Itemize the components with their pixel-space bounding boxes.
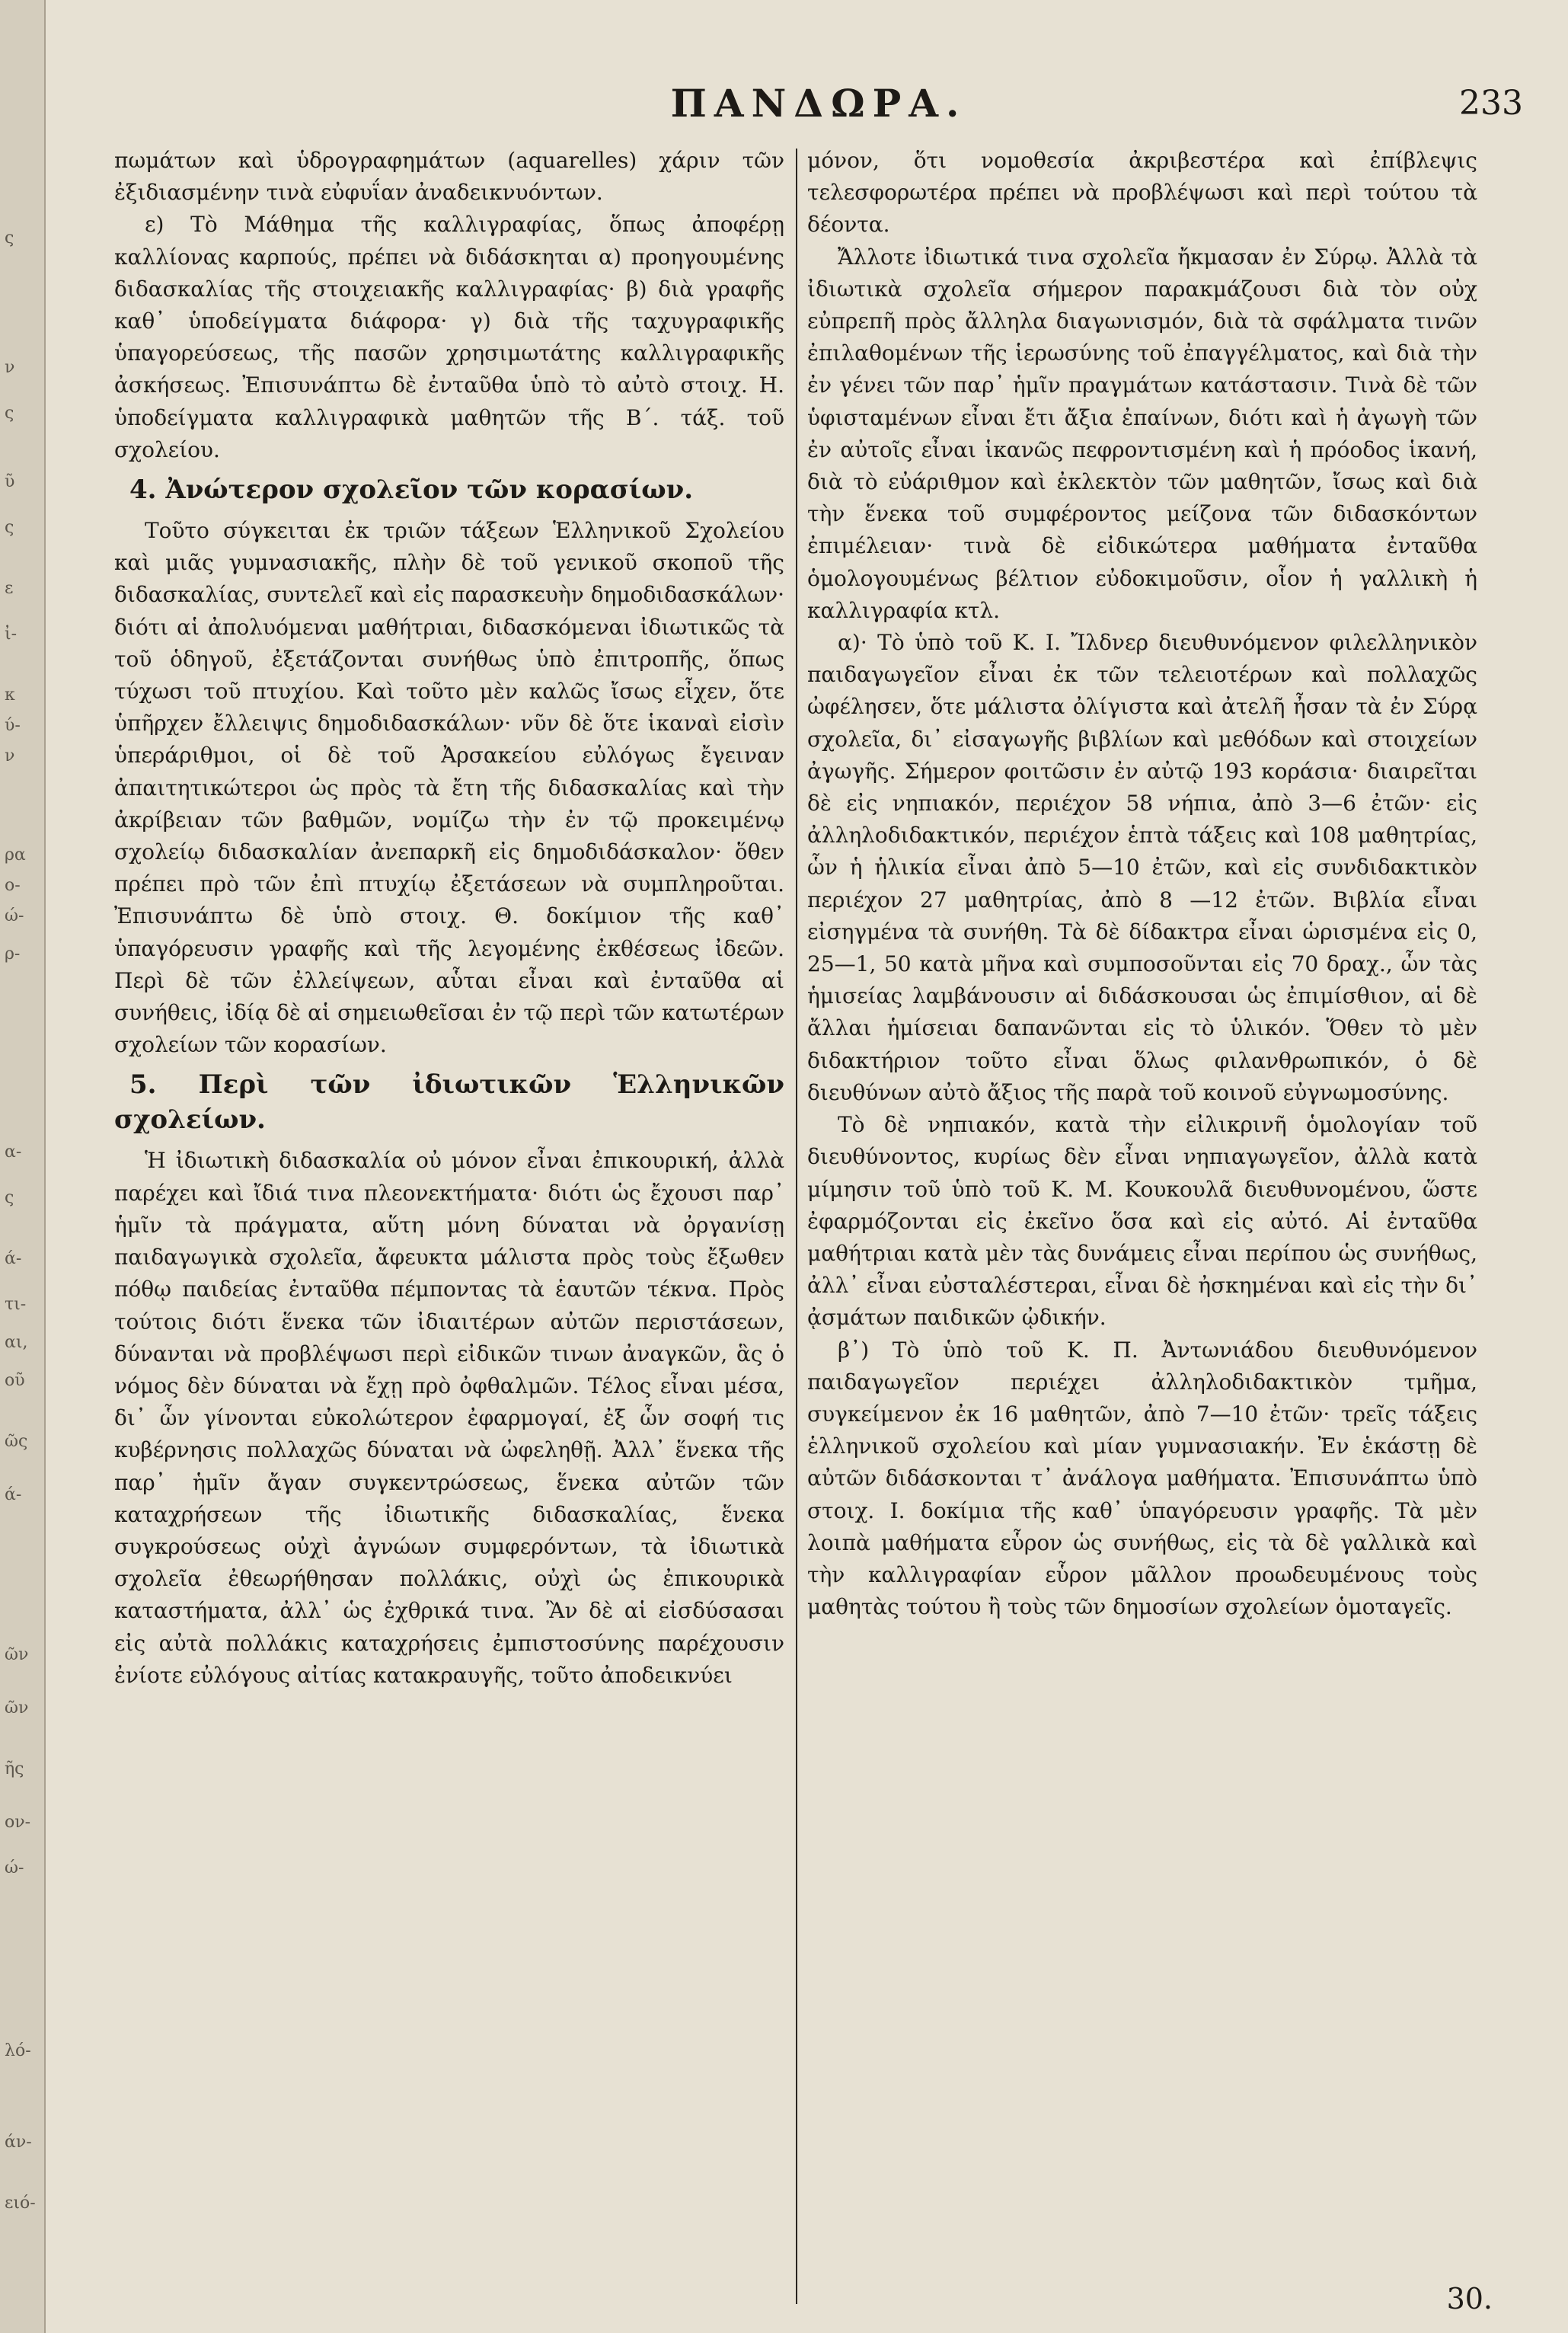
margin-fragment: ε bbox=[5, 579, 14, 598]
margin-fragment: ρα bbox=[5, 845, 26, 864]
margin-fragment: ρ- bbox=[5, 944, 21, 964]
margin-fragment: κ bbox=[5, 686, 15, 705]
margin-fragment: τι- bbox=[5, 1295, 27, 1314]
margin-fragment: ν bbox=[5, 746, 15, 765]
margin-fragment: ύ- bbox=[5, 716, 21, 735]
column-divider bbox=[796, 149, 797, 2304]
margin-fragment: ῦ bbox=[5, 472, 15, 491]
paragraph: μόνον, ὅτι νομοθεσία ἀκριβεστέρα καὶ ἐπίβλεψις τελεσφορωτέρα πρέπει νὰ προβλέψωσι καὶ περὶ τούτου τὰ δέοντα. bbox=[807, 148, 1477, 238]
margin-fragment: ώ- bbox=[5, 906, 24, 925]
margin-fragment: ά- bbox=[5, 1485, 22, 1504]
margin-fragment: ῶς bbox=[5, 1432, 28, 1451]
margin-fragment: ον- bbox=[5, 1813, 31, 1832]
paragraph: α)· Τὸ ὑπὸ τοῦ Κ. Ι. Ἴλδνερ διευθυνόμενον φιλελληνικὸν παιδαγωγεῖον εἶναι ἐκ τῶν τελειοτέρων καὶ πολλαχῶς ὠφέλησεν, ὅτε μάλιστα ὀλίγιστα καὶ ἀτελῆ ἦσαν τὰ ἐν Σύρᾳ σχολεῖα, δι᾽ εἰσαγωγῆς βιβλίων καὶ μεθόδων καὶ στοιχείων ἀγωγῆς. Σήμερον φοιτῶσιν ἐν αὐτῷ 193 κοράσια· διαιρεῖται δὲ εἰς νηπιακόν, περιέχον 58 νήπια, ἀπὸ 3—6 ἐτῶν· εἰς ἀλληλοδιδακτικόν, περιέχον ἑπτὰ τάξεις καὶ 108 μαθητρίας, ὧν ἡ ἡλικία εἶναι ἀπὸ 5—10 ἐτῶν, καὶ εἰς συνδιδακτικὸν περιέχον 27 μαθητρίας, ἀπὸ 8 —12 ἐτῶν. Βιβλία εἶναι εἰσηγμένα τὰ συνήθη. Τὰ δὲ δίδακτρα εἶναι ὡρισμένα εἰς 0, 25—1, 50 κατὰ μῆνα καὶ συμποσοῦνται εἰς 70 δραχ., ὧν τὰς ἡμισείας λαμβάνουσιν αἱ διδάσκουσαι ὡς ἐπιμίσθιον, αἱ δὲ ἄλλαι ἡμίσειαι δαπανῶνται εἰς τὸ ὑλικόν. Ὅθεν τὸ μὲν διδακτήριον τοῦτο εἶναι ὅλως φιλανθρωπικόν, ὁ δὲ διευθύνων αὐτὸ ἄξιος τῆς παρὰ τοῦ κοινοῦ εὐγνωμοσύνης. bbox=[807, 630, 1477, 1105]
margin-fragment: ώ- bbox=[5, 1858, 24, 1878]
paragraph: Ἄλλοτε ἰδιωτικά τινα σχολεῖα ἤκμασαν ἐν Σύρῳ. Ἀλλὰ τὰ ἰδιωτικὰ σχολεῖα σήμερον παρακμάζουσι διὰ τὸν οὐχ εὐπρεπῆ πρὸς ἄλληλα διαγωνισμόν, διὰ τὰ σφάλματα τινῶν ἐπιλαθομένων τῆς ἱερωσύνης τοῦ ἐπαγγέλματος, καὶ διὰ τὴν ἐν γένει τῶν παρ᾽ ἡμῖν πραγμάτων κατάστασιν. Τινὰ δὲ τῶν ὑφισταμένων εἶναι ἔτι ἄξια ἐπαίνων, διότι καὶ ἡ ἀγωγὴ τῶν ἐν αὐτοῖς εἶναι ἱκανῶς πεφροντισμένη καὶ ἡ πρόοδος ἱκανή, διὰ τὸ εὐάριθμον καὶ ἐκλεκτὸν τῶν μαθητῶν, ἴσως καὶ διὰ τὴν ἕνεκα τοῦ συμφέροντος μείζονα τῶν διδασκόντων ἐπιμέλειαν· τινὰ δὲ εἰδικώτερα μαθήματα ἐνταῦθα ὁμολογουμένως βέλτιον εὐδοκιμοῦσιν, οἷον ἡ γαλλικὴ ἡ καλλιγραφία κτλ. bbox=[807, 244, 1477, 623]
margin-fragment: α- bbox=[5, 1143, 22, 1162]
margin-fragment: ς bbox=[5, 404, 14, 423]
page-number: 233 bbox=[1459, 84, 1523, 123]
paragraph: πωμάτων καὶ ὑδρογραφημάτων (aquarelles) χάριν τῶν ἐξιδιασμένην τινὰ εὐφυΐαν ἀναδεικνυόντων. bbox=[114, 148, 784, 206]
margin-fragment: ἰ- bbox=[5, 625, 18, 644]
margin-fragment: ῆς bbox=[5, 1759, 24, 1779]
margin-fragment: ο- bbox=[5, 876, 21, 895]
paragraph: β᾽) Τὸ ὑπὸ τοῦ Κ. Π. Ἀντωνιάδου διευθυνόμενον παιδαγωγεῖον περιέχει ἀλληλοδιδακτικὸν τμῆμα, συγκείμενον ἐκ 16 μαθητῶν, ἀπὸ 7—10 ἐτῶν· τρεῖς τάξεις ἑλληνικοῦ σχολείου καὶ μίαν γυμνασιακήν. Ἐν ἑκάστῃ δὲ αὐτῶν διδάσκονται τ᾽ ἀνάλογα μαθήματα. Ἐπισυνάπτω ὑπὸ στοιχ. Ι. δοκίμια τῆς καθ᾽ ὑπαγόρευσιν γραφῆς. Τὰ μὲν λοιπὰ μαθήματα εὗρον ὡς συνήθως, εἰς τὰ δὲ γαλλικὰ καὶ τὴν καλλιγραφίαν εὗρον μᾶλλον προωδευμένους τοὺς μαθητὰς τούτου ἢ τοὺς τῶν δημοσίων σχολείων ὁμοταγεῖς. bbox=[807, 1337, 1477, 1620]
margin-fragment: ς bbox=[5, 1188, 14, 1207]
margin-fragment: ῶν bbox=[5, 1699, 29, 1718]
right-column bbox=[807, 145, 1477, 1623]
running-head bbox=[114, 76, 1523, 145]
margin-fragment: ς bbox=[5, 518, 14, 537]
margin-fragment: ειό- bbox=[5, 2194, 36, 2213]
section-heading: 5. Περὶ τῶν ἰδιωτικῶν Ἑλληνικῶν σχολείων. bbox=[114, 1069, 784, 1136]
paragraph: ε) Τὸ Μάθημα τῆς καλλιγραφίας, ὅπως ἀποφέρῃ καλλίονας καρπούς, πρέπει νὰ διδάσκηται α) προηγουμένης διδασκαλίας τῆς στοιχειακῆς καλλιγραφίας· β) διὰ γραφῆς καθ᾽ ὑποδείγματα διάφορα· γ) διὰ τῆς ταχυγραφικῆς ὑπαγορεύσεως, τῆς πασῶν χρησιμωτάτης καλλιγραφικῆς ἀσκήσεως. Ἐπισυνάπτω δὲ ἐνταῦθα ὑπὸ τὸ αὐτὸ στοιχ. Η. ὑποδείγματα καλλιγραφικὰ μαθητῶν τῆς Β΄. τάξ. τοῦ σχολείου. bbox=[114, 212, 784, 462]
signature-mark: 30. bbox=[1446, 2282, 1493, 2315]
paragraph: Ἡ ἰδιωτικὴ διδασκαλία οὐ μόνον εἶναι ἐπικουρική, ἀλλὰ παρέχει καὶ ἴδιά τινα πλεονεκτήματα· διότι ὡς ἔχουσι παρ᾽ ἡμῖν τὰ πράγματα, αὕτη μόνη δύναται νὰ ὀργανίσῃ παιδαγωγικὰ σχολεῖα, ἄφευκτα μάλιστα πρὸς τοὺς ἔξωθεν πόθῳ παιδείας ἐνταῦθα πέμποντας τὰ ἑαυτῶν τέκνα. Πρὸς τούτοις διότι ἕνεκα τῶν ἰδιαιτέρων αὐτῶν περιστάσεων, δύνανται νὰ προβλέψωσι περὶ εἰδικῶν τινων ἀναγκῶν, ἃς ὁ νόμος δὲν δύναται νὰ ἔχῃ πρὸ ὀφθαλμῶν. Τέλος εἶναι μέσα, δι᾽ ὧν γίνονται εὐκολώτερον ἐφαρμογαί, ἐξ ὧν σοφή τις κυβέρνησις πολλαχῶς δύναται νὰ ὠφεληθῇ. Ἀλλ᾽ ἕνεκα τῆς παρ᾽ ἡμῖν ἄγαν συγκεντρώσεως, ἕνεκα αὐτῶν τῶν καταχρήσεων τῆς ἰδιωτικῆς διδασκαλίας, ἕνεκα συγκρούσεως οὐχὶ ἀγνώων συμφερόντων, τὰ ἰδιωτικὰ σχολεῖα ἐθεωρήθησαν πολλάκις, οὐχὶ ὡς ἐπικουρικὰ καταστήματα, ἀλλ᾽ ὡς ἐχθρικά τινα. Ἂν δὲ αἱ εἰσδύσασαι εἰς αὐτὰ πολλάκις καταχρήσεις ἐμπιστοσύνης παρέχουσιν ἐνίοτε εὐλόγους αἰτίας κατακραυγῆς, τοῦτο ἀποδεικνύει bbox=[114, 1148, 784, 1688]
paragraph: Τοῦτο σύγκειται ἐκ τριῶν τάξεων Ἑλληνικοῦ Σχολείου καὶ μιᾶς γυμνασιακῆς, πλὴν δὲ τοῦ γενικοῦ σκοποῦ τῆς διδασκαλίας, συντελεῖ καὶ εἰς παρασκευὴν δημοδιδασκάλων· διότι αἱ ἀπολυόμεναι μαθήτριαι, διδασκόμεναι ἰδιωτικῶς τὰ τοῦ ὁδηγοῦ, ἐξετάζονται συνήθως ὑπὸ ἐπιτροπῆς, ὅπως τύχωσι τοῦ πτυχίου. Καὶ τοῦτο μὲν καλῶς ἴσως εἶχεν, ὅτε ὑπῆρχεν ἔλλειψις δημοδιδασκάλων· νῦν δὲ ὅτε ἱκαναὶ εἰσὶν ὑπεράριθμοι, οἱ δὲ τοῦ Ἀρσακείου εὐλόγως ἔγειναν ἀπαιτητικώτεροι ὡς πρὸς τὰ ἔτη τῆς διδασκαλίας καὶ τὴν ἀκρίβειαν τῶν βαθμῶν, νομίζω τὴν ἐν τῷ προκειμένῳ σχολείῳ διδασκαλίαν ἀνεπαρκῆ εἰς δημοδιδάσκαλον· ὅθεν πρέπει πρὸ τῶν ἐπὶ πτυχίῳ ἐξετάσεων νὰ συμπληροῦται. Ἐπισυνάπτω δὲ ὑπὸ στοιχ. Θ. δοκίμιον τῆς καθ᾽ ὑπαγόρευσιν γραφῆς καὶ τῆς λεγομένης ἐκθέσεως ἰδεῶν. Περὶ δὲ τῶν ἐλλείψεων, αὗται εἶναι καὶ ἐνταῦθα αἱ συνήθεις, ἰδίᾳ δὲ αἱ σημειωθεῖσαι ἐν τῷ περὶ τῶν κατωτέρων σχολείων τῶν κορασίων. bbox=[114, 518, 784, 1058]
margin-fragment: λό- bbox=[5, 2041, 31, 2060]
book-page bbox=[114, 76, 1523, 2315]
adjacent-page-margin bbox=[0, 0, 46, 2333]
left-column bbox=[114, 145, 784, 1692]
margin-fragment: ά- bbox=[5, 1249, 22, 1268]
margin-fragment: οῦ bbox=[5, 1371, 25, 1390]
running-title: ΠΑΝΔΩΡΑ. bbox=[670, 81, 967, 126]
margin-fragment: ῶν bbox=[5, 1645, 29, 1664]
margin-fragment: αι, bbox=[5, 1333, 28, 1352]
margin-fragment: ς bbox=[5, 229, 14, 248]
margin-fragment: άν- bbox=[5, 2133, 32, 2152]
section-heading: 4. Ἀνώτερον σχολεῖον τῶν κορασίων. bbox=[129, 475, 694, 506]
margin-fragment: ν bbox=[5, 358, 15, 377]
paragraph: Τὸ δὲ νηπιακόν, κατὰ τὴν εἰλικρινῆ ὁμολογίαν τοῦ διευθύνοντος, κυρίως δὲν εἶναι νηπιαγωγεῖον, ἀλλὰ κατὰ μίμησιν τοῦ ὑπὸ τοῦ Κ. Μ. Κουκουλᾶ διευθυνομένου, ὥστε ἐφαρμόζονται εἰς ἐκεῖνο ὅσα καὶ εἰς αὐτό. Αἱ ἐνταῦθα μαθήτριαι κατὰ μὲν τὰς δυνάμεις εἶναι περίπου ὡς συνήθως, ἀλλ᾽ εἶναι εὐσταλέστεραι, εἶναι δὲ ἠσκημέναι καὶ εἰς τὴν δι᾽ ᾀσμάτων παιδικῶν ᾠδικήν. bbox=[807, 1112, 1477, 1331]
